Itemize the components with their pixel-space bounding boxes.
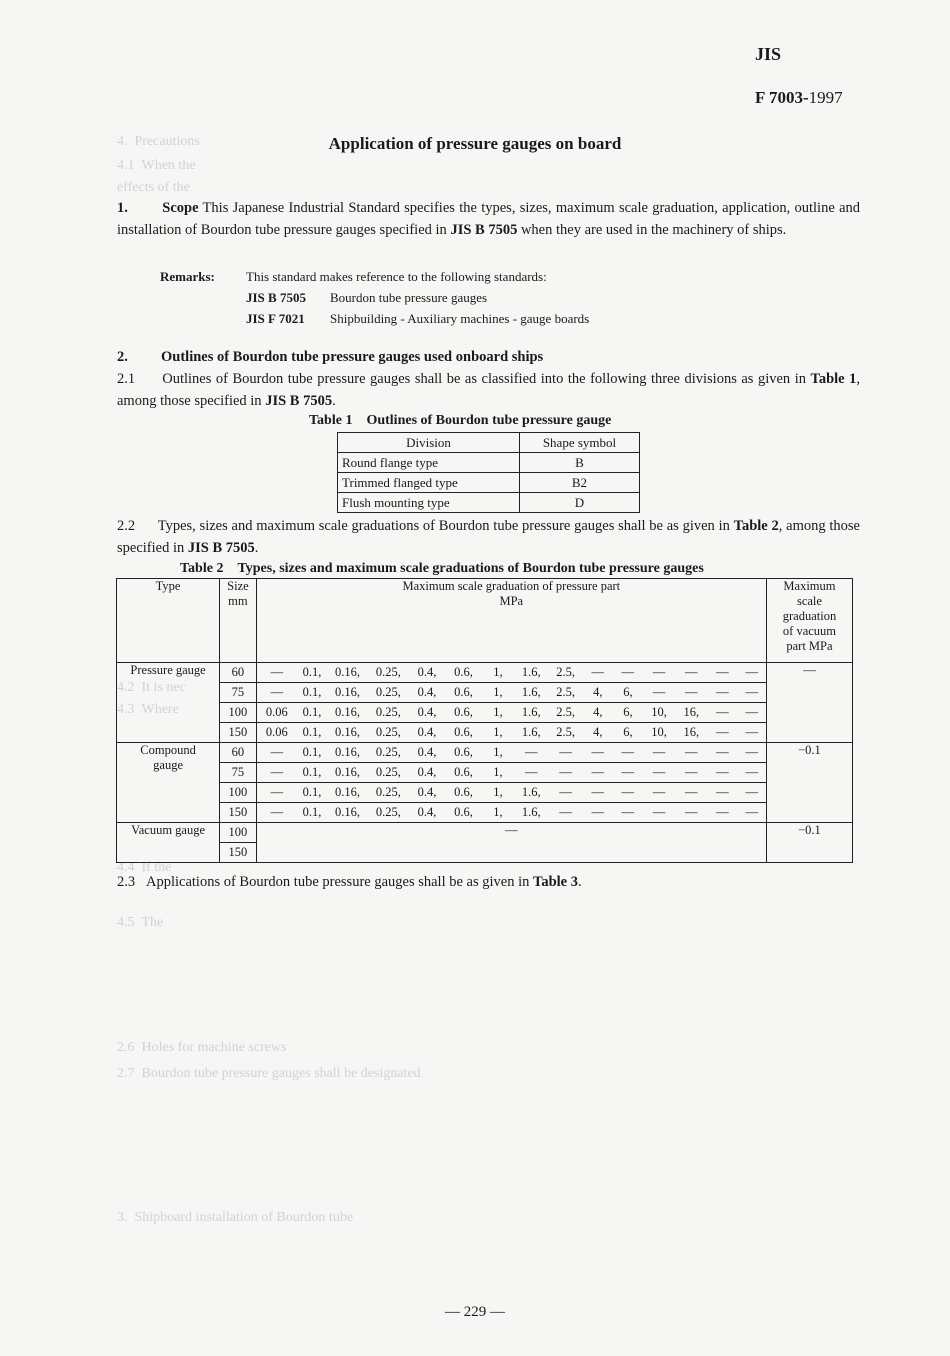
- scale-value-cell: 0.16,: [327, 703, 368, 723]
- scale-value-cell: —: [675, 803, 707, 823]
- scale-value-cell: 4,: [583, 703, 613, 723]
- type-cell: Vacuum gauge: [117, 823, 220, 863]
- scale-value-cell: 0.25,: [368, 683, 409, 703]
- table-2: [116, 578, 853, 863]
- scale-value-cell: 2.5,: [548, 683, 582, 703]
- column-header-vacuum: Maximum scale graduation of vacuum part MPa: [766, 579, 852, 663]
- scale-value-cell: 0.1,: [297, 763, 327, 783]
- scale-value-cell: —: [514, 743, 548, 763]
- scale-value-cell: 0.16,: [327, 763, 368, 783]
- scale-value-cell: —: [707, 723, 737, 743]
- size-cell: 150: [220, 723, 257, 743]
- scale-value-cell: 1,: [482, 803, 514, 823]
- scale-value-cell: 0.4,: [409, 663, 446, 683]
- size-cell: 150: [220, 803, 257, 823]
- scale-value-cell: 0.1,: [297, 723, 327, 743]
- scale-value-cell: —: [737, 723, 766, 743]
- scale-value-cell: —: [256, 743, 297, 763]
- scale-value-cell: 1.6,: [514, 663, 548, 683]
- table-row: [117, 803, 853, 823]
- scale-value-cell: 6,: [613, 703, 643, 723]
- size-cell: 60: [220, 743, 257, 763]
- scale-value-cell: 0.4,: [409, 743, 446, 763]
- scale-value-cell: 0.6,: [445, 703, 482, 723]
- show-through-text: 3. Shipboard installation of Bourdon tube: [117, 1210, 354, 1225]
- show-through-text: effects of the: [117, 180, 190, 195]
- size-cell: 75: [220, 763, 257, 783]
- scale-value-cell: 0.25,: [368, 703, 409, 723]
- scale-value-cell: 4,: [583, 723, 613, 743]
- column-header-size: Size mm: [220, 579, 257, 663]
- scale-value-cell: 16,: [675, 703, 707, 723]
- show-through-text: 4.5 The: [117, 915, 164, 930]
- table-2-caption: Table 2 Types, sizes and maximum scale graduations of Bourdon tube pressure gauges: [180, 561, 704, 576]
- show-through-text: 4.4 If the: [117, 860, 172, 875]
- paragraph-2-3: 2.3 Applications of Bourdon tube pressure gauges shall be as given in Table 3.: [117, 874, 582, 890]
- type-cell: Pressure gauge: [117, 663, 220, 743]
- scale-value-cell: 0.4,: [409, 723, 446, 743]
- scale-value-cell: 0.25,: [368, 763, 409, 783]
- scale-value-cell: 0.06: [256, 723, 297, 743]
- show-through-text: 2.7 Bourdon tube pressure gauges shall be designated: [117, 1066, 421, 1081]
- scale-value-cell: 0.1,: [297, 783, 327, 803]
- scale-value-cell: 0.4,: [409, 783, 446, 803]
- scale-value-cell: 1,: [482, 723, 514, 743]
- scale-value-cell: 2.5,: [548, 703, 582, 723]
- scale-value-cell: 4,: [583, 683, 613, 703]
- table-row: Trimmed flanged type B2: [338, 473, 640, 493]
- scale-value-cell: 0.25,: [368, 723, 409, 743]
- scale-value-cell: 1,: [482, 663, 514, 683]
- scale-value-cell: —: [643, 743, 675, 763]
- scope-paragraph: 1. Scope This Japanese Industrial Standard specifies the types, sizes, maximum scale graduation, application, outline and installation of Bourdon tube pressure gauges specified in JIS B 7505 when they are used in the machinery of ships.: [117, 200, 861, 238]
- scale-value-cell: 2.5,: [548, 723, 582, 743]
- show-through-text: 4. Precautions: [117, 134, 200, 149]
- header-standard-number: F 7003-1997: [755, 88, 843, 107]
- column-header: Division: [338, 433, 520, 453]
- scale-value-cell: —: [256, 803, 297, 823]
- scale-value-cell: 0.6,: [445, 723, 482, 743]
- scale-value-cell: 0.4,: [409, 683, 446, 703]
- scale-value-cell: 0.6,: [445, 683, 482, 703]
- scale-value-cell: 0.25,: [368, 803, 409, 823]
- vacuum-max-cell: —: [766, 663, 852, 743]
- size-cell: 75: [220, 683, 257, 703]
- scale-value-cell: —: [643, 763, 675, 783]
- scale-value-cell: —: [707, 663, 737, 683]
- scale-value-cell: —: [583, 743, 613, 763]
- table-row: [117, 763, 853, 783]
- scale-value-cell: —: [643, 683, 675, 703]
- scale-value-cell: —: [675, 783, 707, 803]
- scale-value-cell: 0.25,: [368, 663, 409, 683]
- scale-value-cell: 0.16,: [327, 683, 368, 703]
- scale-value-cell: 6,: [613, 723, 643, 743]
- scale-value-cell: 1.6,: [514, 723, 548, 743]
- scale-value-cell: 0.25,: [368, 743, 409, 763]
- scale-value-cell: 0.1,: [297, 683, 327, 703]
- scale-value-cell: —: [256, 783, 297, 803]
- scale-value-cell: —: [675, 743, 707, 763]
- scale-value-cell: —: [613, 663, 643, 683]
- scale-value-cell: 0.1,: [297, 663, 327, 683]
- scale-value-cell: 0.16,: [327, 723, 368, 743]
- scale-value-cell: 0.16,: [327, 803, 368, 823]
- vacuum-max-cell: −0.1: [766, 743, 852, 823]
- scale-value-cell: 1,: [482, 763, 514, 783]
- size-cell: 100: [220, 823, 257, 843]
- scale-value-cell: —: [613, 803, 643, 823]
- scale-value-cell: —: [256, 683, 297, 703]
- header-jis: JIS: [755, 44, 782, 64]
- scale-value-cell: —: [675, 663, 707, 683]
- scale-value-cell: —: [583, 783, 613, 803]
- scale-value-cell: 10,: [643, 723, 675, 743]
- table-row: Flush mounting type D: [338, 493, 640, 513]
- type-cell: Compound gauge: [117, 743, 220, 823]
- scale-value-cell: —: [643, 663, 675, 683]
- table-row: [117, 743, 853, 763]
- scale-value-cell: —: [256, 823, 766, 863]
- scale-value-cell: 1,: [482, 743, 514, 763]
- scale-value-cell: —: [737, 783, 766, 803]
- scale-value-cell: —: [707, 683, 737, 703]
- scale-value-cell: —: [613, 763, 643, 783]
- scale-value-cell: 1.6,: [514, 783, 548, 803]
- scale-value-cell: —: [256, 763, 297, 783]
- scale-value-cell: —: [737, 663, 766, 683]
- show-through-text: 4.3 Where: [117, 702, 179, 717]
- vacuum-max-cell: −0.1: [766, 823, 852, 863]
- scale-value-cell: 1,: [482, 703, 514, 723]
- scale-value-cell: 0.4,: [409, 803, 446, 823]
- scale-value-cell: —: [583, 663, 613, 683]
- table-row: Round flange type B: [338, 453, 640, 473]
- table-1-caption: Table 1 Outlines of Bourdon tube pressure gauge: [309, 413, 612, 428]
- scale-value-cell: —: [548, 783, 582, 803]
- reference-item: JIS B 7505 Bourdon tube pressure gauges: [246, 290, 488, 305]
- scale-value-cell: 1,: [482, 783, 514, 803]
- size-cell: 150: [220, 843, 257, 863]
- remarks-label: Remarks:: [160, 269, 215, 284]
- page-title: Application of pressure gauges on board: [328, 134, 622, 153]
- scale-value-cell: 1.6,: [514, 803, 548, 823]
- scale-value-cell: —: [583, 803, 613, 823]
- scale-value-cell: —: [548, 743, 582, 763]
- scale-value-cell: 0.4,: [409, 763, 446, 783]
- paragraph-2-2: 2.2 Types, sizes and maximum scale graduations of Bourdon tube pressure gauges shall be as given in Table 2, among those specified in JIS B 7505.: [117, 518, 860, 556]
- scale-value-cell: —: [707, 703, 737, 723]
- scale-value-cell: 0.25,: [368, 783, 409, 803]
- scale-value-cell: 16,: [675, 723, 707, 743]
- scale-value-cell: 1.6,: [514, 683, 548, 703]
- scale-value-cell: —: [737, 703, 766, 723]
- scale-value-cell: —: [643, 783, 675, 803]
- scale-value-cell: —: [514, 763, 548, 783]
- scale-value-cell: 0.6,: [445, 783, 482, 803]
- table-row: [117, 703, 853, 723]
- scale-value-cell: —: [583, 763, 613, 783]
- scale-value-cell: —: [707, 743, 737, 763]
- scale-value-cell: 0.4,: [409, 703, 446, 723]
- scale-value-cell: 0.1,: [297, 703, 327, 723]
- column-header: Shape symbol: [519, 433, 639, 453]
- scale-value-cell: 10,: [643, 703, 675, 723]
- scale-value-cell: —: [613, 743, 643, 763]
- scale-value-cell: 0.6,: [445, 663, 482, 683]
- scale-value-cell: —: [548, 803, 582, 823]
- show-through-text: 4.2 It is nec: [117, 680, 186, 695]
- scale-value-cell: —: [737, 683, 766, 703]
- table-1: [337, 432, 640, 513]
- scale-value-cell: 0.16,: [327, 663, 368, 683]
- table-row: [117, 723, 853, 743]
- scale-value-cell: 0.1,: [297, 743, 327, 763]
- scale-value-cell: 0.16,: [327, 743, 368, 763]
- size-cell: 100: [220, 703, 257, 723]
- scale-value-cell: —: [256, 663, 297, 683]
- scale-value-cell: —: [737, 763, 766, 783]
- scale-value-cell: —: [707, 763, 737, 783]
- section-2-heading: 2. Outlines of Bourdon tube pressure gauges used onboard ships: [117, 349, 544, 365]
- show-through-text: 4.1 When the: [117, 158, 196, 173]
- scale-value-cell: —: [675, 683, 707, 703]
- column-header-pressure: Maximum scale graduation of pressure part MPa: [256, 579, 766, 663]
- scale-value-cell: —: [613, 783, 643, 803]
- scale-value-cell: 0.1,: [297, 803, 327, 823]
- scale-value-cell: —: [707, 803, 737, 823]
- paragraph-2-1: 2.1 Outlines of Bourdon tube pressure gauges shall be as classified into the following three divisions as given in Table 1, among those specified in JIS B 7505.: [117, 371, 860, 409]
- table-row: [117, 823, 853, 843]
- reference-item: JIS F 7021 Shipbuilding - Auxiliary machines - gauge boards: [246, 311, 590, 326]
- scale-value-cell: 1.6,: [514, 703, 548, 723]
- remarks-text: This standard makes reference to the following standards:: [246, 269, 547, 284]
- table-row: [117, 683, 853, 703]
- scale-value-cell: 0.6,: [445, 743, 482, 763]
- scale-value-cell: 6,: [613, 683, 643, 703]
- scale-value-cell: —: [643, 803, 675, 823]
- scale-value-cell: 0.6,: [445, 763, 482, 783]
- scale-value-cell: 0.06: [256, 703, 297, 723]
- column-header-type: Type: [117, 579, 220, 663]
- scale-value-cell: 0.16,: [327, 783, 368, 803]
- page-number: — 229 —: [445, 1304, 505, 1320]
- size-cell: 60: [220, 663, 257, 683]
- scale-value-cell: —: [737, 743, 766, 763]
- table-row: [117, 783, 853, 803]
- scale-value-cell: —: [675, 763, 707, 783]
- scale-value-cell: 1,: [482, 683, 514, 703]
- size-cell: 100: [220, 783, 257, 803]
- show-through-text: 2.6 Holes for machine screws: [117, 1040, 287, 1055]
- scale-value-cell: 0.6,: [445, 803, 482, 823]
- scale-value-cell: —: [548, 763, 582, 783]
- scale-value-cell: —: [737, 803, 766, 823]
- scale-value-cell: 2.5,: [548, 663, 582, 683]
- remarks-block: [160, 266, 589, 329]
- scale-value-cell: —: [707, 783, 737, 803]
- table-row: [117, 663, 853, 683]
